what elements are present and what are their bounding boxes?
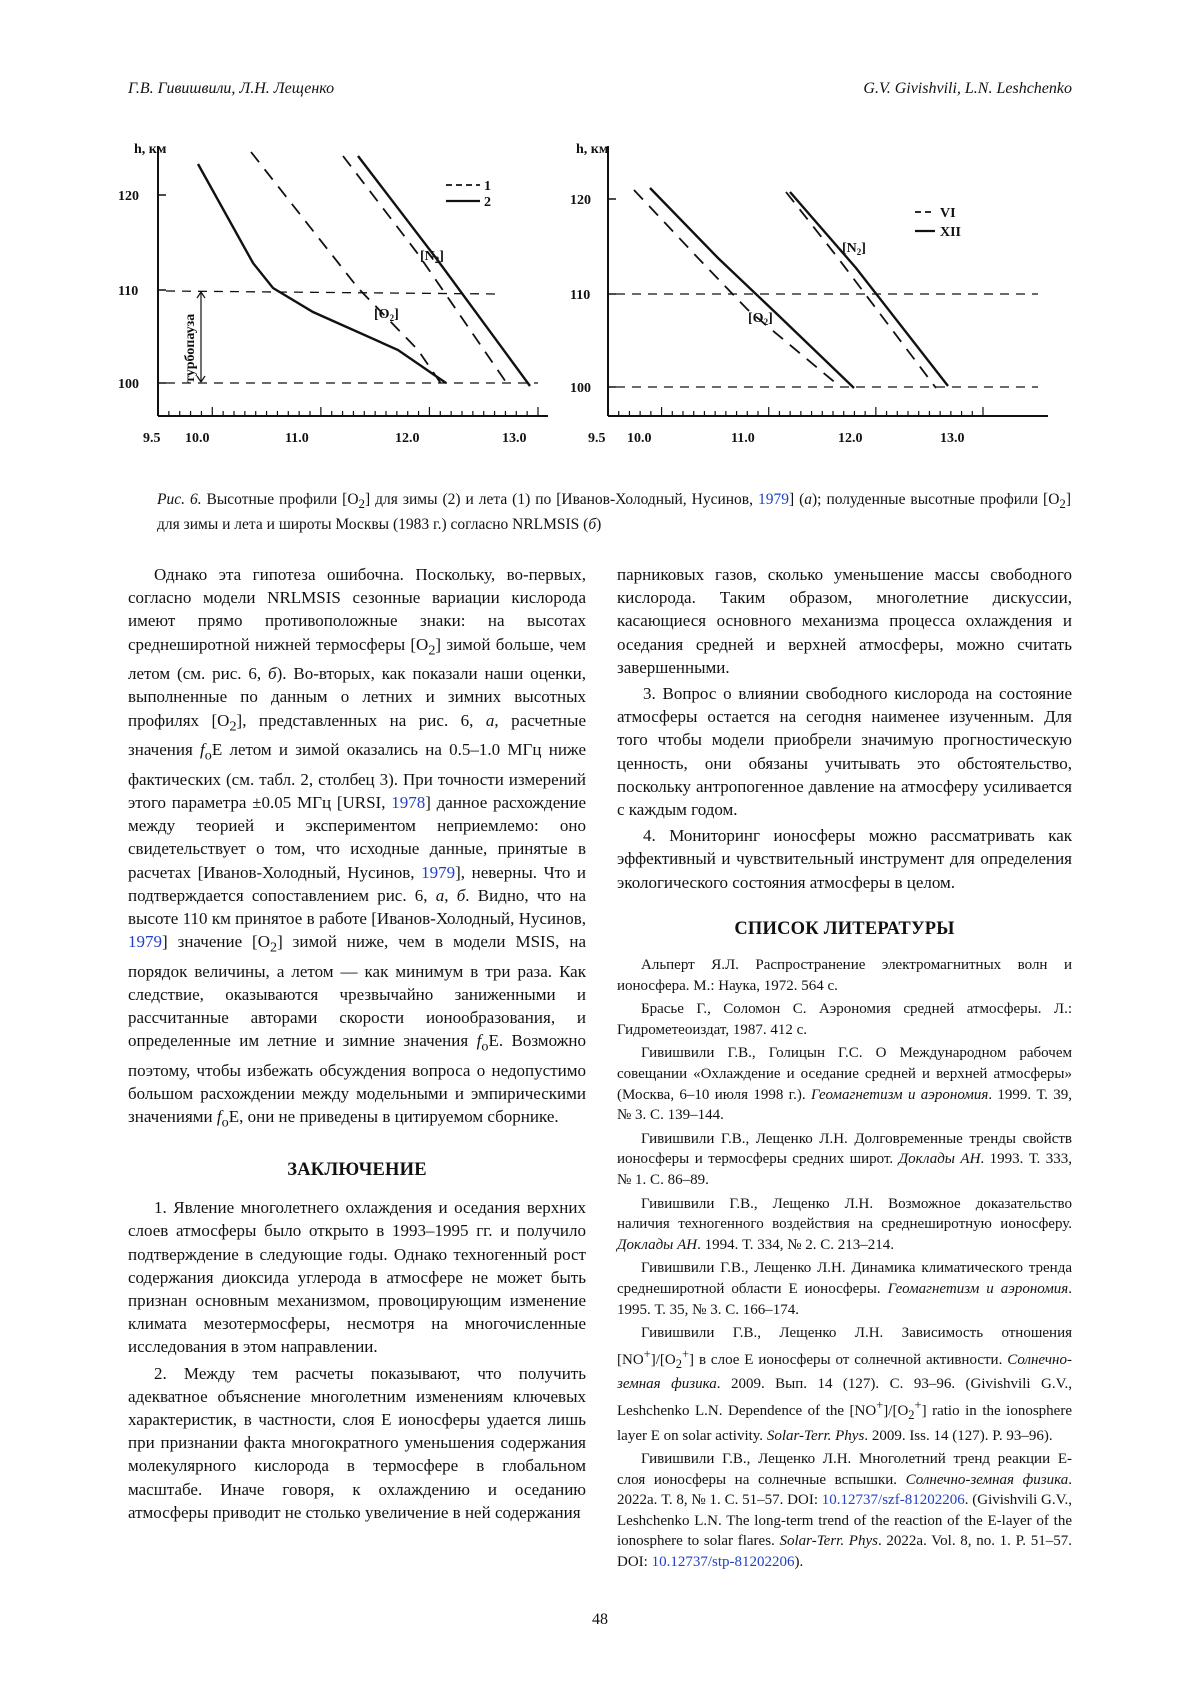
figure-6 [118, 140, 1082, 470]
panel-a-legend-1: 1 [484, 179, 491, 194]
panel-a-x-tick-9-5: 9.5 [143, 431, 161, 446]
panel-b-n2-label: $[N_2]$ [842, 241, 866, 257]
panel-a-legend-2: 2 [484, 195, 491, 210]
reference-item: Гивишвили Г.В., Лещенко Л.Н. Динамика климатического тренда среднеширотной области E ионосферы. Геомагнетизм и аэрономия. 1995. Т. 35, № 3. С. 166–174. [617, 1260, 1073, 1318]
panel-b-x-tick-13: 13.0 [940, 431, 965, 446]
panel-b-x-tick-9-5: 9.5 [588, 431, 606, 446]
panel-b-y-tick-100: 100 [570, 381, 591, 396]
reference-item: Гивишвили Г.В., Лещенко Л.Н. Возможное доказательство наличия техногенного воздействия на среднеширотную ионосферу. Доклады АН. 1994. Т. 334, № 2. С. 213–214. [617, 1195, 1072, 1253]
turbopause-label: турбопауза [183, 313, 198, 383]
panel-a-y-tick-110: 110 [118, 284, 139, 299]
figure-panel-a [118, 142, 548, 446]
citation-link[interactable]: 1979 [757, 491, 789, 508]
citation-link[interactable]: 1979 [421, 862, 456, 882]
doi-link[interactable]: 10.12737/stp-81202206 [651, 1554, 795, 1571]
reference-item: Гивишвили Г.В., Лещенко Л.Н. Многолетний тренд реакции E-слоя ионосферы на солнечные вспышки. Солнечно-земная физика. 2022a. Т. 8, № 1. С. 51–57. DOI: 10.12737/szf-81202206. (Givishvili G.V., Leshchenko L.N. The long-term trend of the reaction of the E-layer of the ionosphere to solar flares. Solar-Terr. Phys. 2022a. Vol. 8, no. 1. P. 51–57. DOI: 10.12737/stp-81202206). [617, 1451, 1073, 1571]
panel-a-x-tick-10: 10.0 [185, 431, 210, 446]
panel-b-legend-vi: VI [940, 206, 956, 221]
caption-subscript: 2 [1059, 496, 1066, 512]
references-heading: СПИСОК ЛИТЕРАТУРЫ [734, 918, 955, 939]
right-column [617, 563, 1072, 1574]
conclusion-item-1: 1. Явление многолетнего охлаждения и оседания верхних слоев атмосферы было открыто в 1993–1995 гг. и получило подтверждение в следующие годы. Однако техногенный рост содержания диоксида углерода в атмосфере не может быть признан основным механизмом, провоцирующим изменение климата мезотермосферы, несмотря на многочисленные исследования в этом направлении. [128, 1198, 586, 1357]
caption-text: ] ( [788, 491, 805, 508]
caption-text: ] для зимы и лета и широты Москвы (1983 г.) согласно NRLMSIS ( [157, 491, 1072, 534]
caption-text: ); полуденные высотные профили [O [812, 491, 1060, 508]
conclusion-item-2-continued: парниковых газов, сколько уменьшение массы свободного кислорода. Таким образом, многолетние дискуссии, касающиеся основного механизма процесса охлаждения и оседания средней и верхней атмосферы, можно считать завершенными. [617, 565, 1072, 677]
panel-b-y-axis-label: h, км [576, 142, 609, 157]
running-head-authors-en: G.V. Givishvili, L.N. Leshchenko [863, 80, 1072, 97]
reference-item: Гивишвили Г.В., Лещенко Л.Н. Долговременные тренды свойств ионосферы и термосферы средних широт. Доклады АН. 1993. Т. 333, № 1. С. 86–89. [617, 1130, 1072, 1188]
panel-b-y-tick-110: 110 [570, 288, 591, 303]
conclusion-item-4: 4. Мониторинг ионосферы можно рассматривать как эффективный и чувствительный инструмент для определения экологического состояния атмосферы в целом. [617, 826, 1072, 892]
caption-italic: а [804, 491, 813, 508]
reference-item: Гивишвили Г.В., Голицын Г.С. О Международном рабочем совещании «Охлаждение и оседание средней и верхней атмосферы» (Москва, 6–10 июля 1998 г.). Геомагнетизм и аэрономия. 1999. Т. 39, № 3. С. 139–144. [617, 1045, 1072, 1124]
panel-a-n2-label: $[N_2]$ [420, 249, 444, 265]
reference-item: Альперт Я.Л. Распространение электромагнитных волн и ионосфера. М.: Наука, 1972. 564 с. [617, 957, 1072, 994]
caption-text: Высотные профили [O [201, 491, 359, 508]
panel-a-y-tick-100: 100 [118, 377, 139, 392]
reference-item: Брасье Г., Соломон С. Аэрономия средней атмосферы. Л.: Гидрометеоиздат, 1987. 412 с. [617, 1001, 1072, 1038]
panel-b-x-tick-10: 10.0 [627, 431, 652, 446]
page-number: 48 [592, 1611, 608, 1628]
reference-list [617, 955, 1072, 1573]
conclusion-item-2: 2. Между тем расчеты показывают, что получить адекватное объяснение многолетним изменениям ключевых характеристик, в частности, слоя E ионосферы удается лишь при признании факта многократного уменьшения содержания молекулярного кислорода в термосфере в глобальном масштабе. Иначе говоря, к охлаждению и оседанию атмосферы приводит не столько увеличение в ней содержания [128, 1363, 586, 1522]
figure-panel-b [570, 142, 1048, 446]
panel-a-y-axis-label: h, км [134, 142, 167, 157]
panel-b-y-tick-120: 120 [570, 193, 591, 208]
citation-link[interactable]: 1979 [128, 932, 162, 952]
panel-a-x-ticks [158, 407, 538, 416]
panel-b-x-ticks [608, 407, 983, 416]
citation-link[interactable]: 1978 [391, 793, 426, 812]
caption-subscript: 2 [358, 496, 365, 512]
doi-link[interactable]: 10.12737/szf-81202206 [821, 1492, 965, 1509]
conclusion-heading: ЗАКЛЮЧЕНИЕ [287, 1160, 427, 1181]
panel-a-x-tick-13: 13.0 [502, 431, 527, 446]
body-paragraph: Однако эта гипотеза ошибочна. Поскольку, во-первых, согласно модели NRLMSIS сезонные вариации кислорода имеют прямо противоположные знаки: на высотах среднеширотной нижней термосферы $[O_2]$ зимой больше, чем летом (см. рис. 6, б). Во-вторых, как показали наши оценки, выполненные по данным о летних и зимних высотных профилях $[O_2]$, представленных на рис. 6, а, расчетные значения $f_oE$ летом и зимой оказались на 0.5–1.0 МГц ниже фактических (см. табл. 2, столбец 3). При точности измерений этого параметра ±0.05 МГц [URSI, 1978] данное расхождение между теорией и экспериментом неприемлемо: оно свидетельствует о том, что исходные данные, принятые в расчетах [Иванов-Холодный, Нусинов, 1979], неверны. Что и подтверждается сопоставлением рис. 6, а, б. Видно, что на высоте 110 км принятое в работе [Иванов-Холодный, Нусинов, 1979] значение $[O_2]$ зимой ниже, чем в модели MSIS, на порядок величины, а летом — как минимум в три раза. Как следствие, оказываются чрезвычайно заниженными и рассчитанные авторами скорости ионообразования, и определенные им летние и зимние значения $f_oE$. Возможно поэтому, чтобы избежать обсуждения вопроса о недопустимо большом расхождении между модельными и эмпирическими значениями $f_oE$, они не приведены в цитируемом сборнике. [128, 565, 587, 1131]
panel-a-y-tick-120: 120 [118, 189, 139, 204]
caption-italic: б [588, 516, 597, 534]
panel-a-x-tick-12: 12.0 [395, 431, 420, 446]
left-column [128, 563, 586, 1524]
figure-caption-label: Рис. 6. [157, 491, 202, 508]
reference-item: Гивишвили Г.В., Лещенко Л.Н. Зависимость отношения $[NO^+]/[O_2^+]$ в слое E ионосферы от солнечной активности. Солнечно-земная физика. 2009. Вып. 14 (127). С. 93–96. (Givishvili G.V., Leshchenko L.N. Dependence of the $[NO^+]/[O_2^+]$ ratio in the ionosphere layer E on solar activity. Solar-Terr. Phys. 2009. Iss. 14 (127). P. 93–96). [617, 1325, 1072, 1444]
panel-b-x-tick-12: 12.0 [838, 431, 863, 446]
conclusion-item-3: 3. Вопрос о влиянии свободного кислорода на состояние атмосферы остается на сегодня наименее изученным. Для того чтобы модели приобрели значимую прогностическую ценность, они обязаны учитывать это обстоятельство, поскольку антропогенное давление на атмосферу усиливается с каждым годом. [617, 684, 1072, 820]
panel-a-o2-label: $[O_2]$ [374, 307, 399, 323]
panel-b-o2-label: $[O_2]$ [748, 311, 773, 327]
caption-text: ) [596, 516, 602, 534]
panel-b-x-tick-11: 11.0 [731, 431, 755, 446]
caption-text: ] для зимы (2) и лета (1) по [Иванов-Холодный, Нусинов, [365, 491, 758, 508]
figure-caption [157, 489, 1071, 535]
panel-b-legend-xii: XII [940, 225, 962, 240]
panel-a-x-tick-11: 11.0 [285, 431, 309, 446]
running-head-authors-ru: Г.В. Гивишвили, Л.Н. Лещенко [128, 80, 335, 97]
